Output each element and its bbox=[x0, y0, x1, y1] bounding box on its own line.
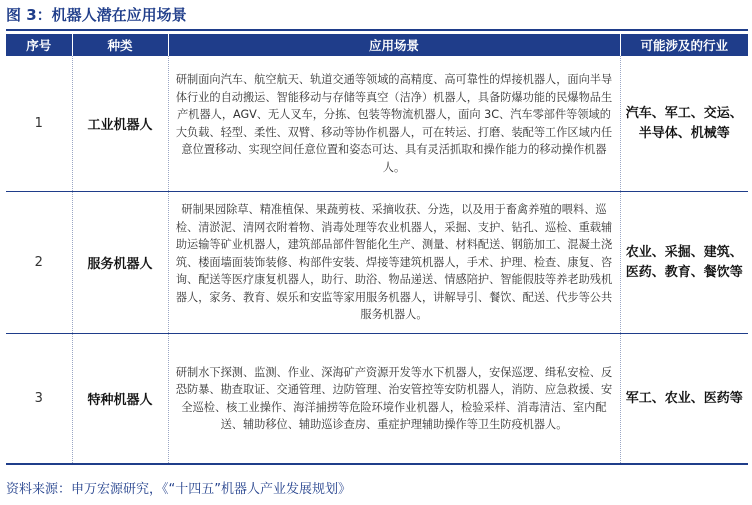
cell-no: 3 bbox=[6, 334, 72, 465]
cell-kind: 特种机器人 bbox=[72, 334, 168, 465]
table-row bbox=[6, 334, 748, 465]
cell-industry: 农业、采掘、建筑、医药、教育、餐饮等 bbox=[620, 192, 748, 334]
cell-kind: 工业机器人 bbox=[72, 56, 168, 192]
cell-app: 研制果园除草、精准植保、果蔬剪枝、采摘收获、分选，以及用于畜禽养殖的喂料、巡检、清淤泥、清网衣附着物、消毒处理等农业机器人，采掘、支护、钻孔、巡检、重载辅助运输等矿业机器人，建筑部品部件智能化生产、测量、材料配送、钢筋加工、混凝土浇筑、楼面墙面装饰装修、构部件安装、焊接等建筑机器人，手术、护理、检查、康复、咨询、配送等医疗康复机器人，助行、助浴、物品递送、情感陪护、智能假肢等养老助残机器人，家务、教育、娱乐和安监等家用服务机器人，讲解导引、餐饮、配送、代步等公共服务机器人。 bbox=[168, 192, 620, 334]
cell-no: 2 bbox=[6, 192, 72, 334]
cell-kind: 服务机器人 bbox=[72, 192, 168, 334]
table-row bbox=[6, 56, 748, 192]
source-note: 资料来源：申万宏源研究，《“十四五”机器人产业发展规划》 bbox=[6, 482, 351, 497]
figure-title: 图 3：机器人潜在应用场景 bbox=[6, 6, 187, 24]
table-row bbox=[6, 192, 748, 334]
cell-no: 1 bbox=[6, 56, 72, 192]
header-no: 序号 bbox=[6, 34, 72, 56]
cell-app: 研制面向汽车、航空航天、轨道交通等领域的高精度、高可靠性的焊接机器人，面向半导体行业的自动搬运、智能移动与存储等真空（洁净）机器人，具备防爆功能的民爆物品生产机器人，AGV、无人叉车，分拣、包装等物流机器人，面向 3C、汽车零部件等领域的大负载、轻型、柔性、双臂、移动等协作机器人，可在转运、打磨、装配等工作区域内任意位置移动、实现空间任意位置和姿态可达、具有灵活抓取和操作能力的移动操作机器人。 bbox=[168, 56, 620, 192]
robot-application-table bbox=[6, 34, 748, 465]
header-app: 应用场景 bbox=[168, 34, 620, 56]
title-divider bbox=[6, 29, 748, 31]
header-industry: 可能涉及的行业 bbox=[620, 34, 748, 56]
cell-industry: 汽车、军工、交运、半导体、机械等 bbox=[620, 56, 748, 192]
cell-industry: 军工、农业、医药等 bbox=[620, 334, 748, 465]
table-header-row bbox=[6, 34, 748, 56]
cell-app: 研制水下探测、监测、作业、深海矿产资源开发等水下机器人，安保巡逻、缉私安检、反恐防暴、勘查取证、交通管理、边防管理、治安管控等安防机器人，消防、应急救援、安全巡检、核工业操作、海洋捕捞等危险环境作业机器人，检验采样、消毒清洁、室内配送、辅助移位、辅助巡诊查房、重症护理辅助操作等卫生防疫机器人。 bbox=[168, 334, 620, 465]
header-kind: 种类 bbox=[72, 34, 168, 56]
